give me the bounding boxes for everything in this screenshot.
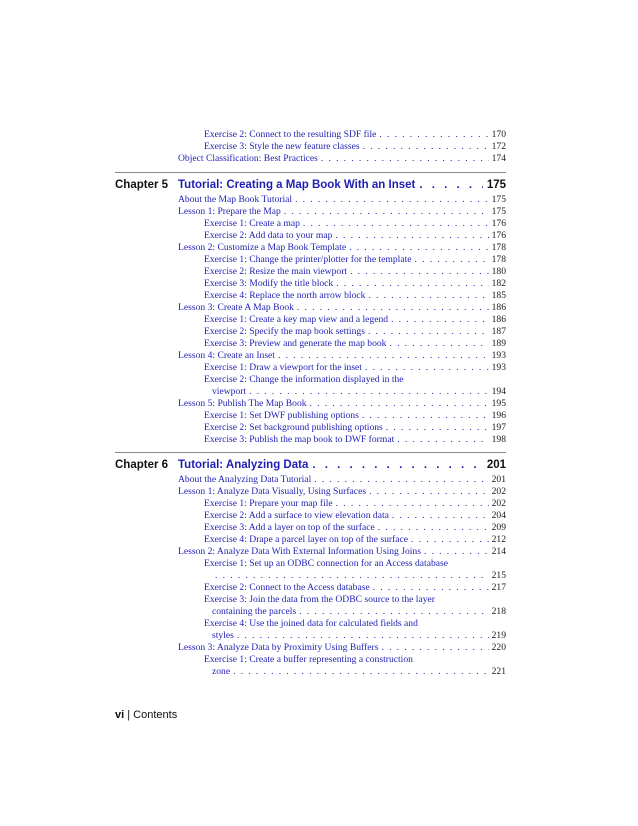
- toc-entry-text: Exercise 1: Set up an ODBC connection for an Access database: [204, 558, 449, 569]
- toc-entry-text: Exercise 2: Add data to your map: [204, 230, 333, 241]
- toc-entry[interactable]: [204, 522, 506, 534]
- chapter-title-link[interactable]: [178, 459, 506, 471]
- toc-entry-text: Exercise 1: Set DWF publishing options: [204, 410, 359, 421]
- toc-page-number: 176: [491, 230, 506, 241]
- toc-page-number: 214: [491, 546, 506, 557]
- toc-entry-text: About the Analyzing Data Tutorial: [178, 474, 312, 485]
- toc-entry[interactable]: [204, 374, 506, 386]
- toc-entry[interactable]: [178, 474, 506, 486]
- toc-entry[interactable]: [204, 326, 506, 338]
- leader-dots: [389, 338, 488, 350]
- toc-page-number: 182: [491, 278, 506, 289]
- leader-dots: [363, 141, 489, 153]
- toc-entry[interactable]: [204, 362, 506, 374]
- toc-entry[interactable]: [178, 398, 506, 410]
- toc-entry-text: About the Map Book Tutorial: [178, 194, 293, 205]
- toc-entry-text: Exercise 1: Create a buffer representing a construction: [204, 654, 413, 665]
- toc-entry[interactable]: [178, 546, 506, 558]
- toc-entry[interactable]: [204, 582, 506, 594]
- leader-dots: [297, 302, 489, 314]
- toc-entry-text: Exercise 2: Connect to the resulting SDF file: [204, 129, 377, 140]
- leader-dots: [411, 534, 489, 546]
- toc-entry-text: Exercise 2: Connect to the Access database: [204, 582, 370, 593]
- leader-dots: [365, 362, 489, 374]
- leader-dots: [368, 326, 489, 338]
- leader-dots: [249, 386, 489, 398]
- leader-dots: [391, 314, 489, 326]
- toc-entry[interactable]: [204, 129, 506, 141]
- toc-page-number: 180: [491, 266, 506, 277]
- toc-entry[interactable]: [204, 278, 506, 290]
- toc-entry-text: zone: [212, 666, 231, 677]
- toc-entry-text: viewport: [212, 386, 247, 397]
- toc-page-number: 221: [491, 666, 506, 677]
- leader-dots: [336, 278, 488, 290]
- toc-entry[interactable]: [178, 153, 506, 165]
- toc-entry-text: Exercise 3: Preview and generate the map book: [204, 338, 387, 349]
- toc-entry-continuation[interactable]: [212, 630, 506, 642]
- toc-entry[interactable]: [204, 254, 506, 266]
- leader-dots: [350, 266, 489, 278]
- toc-page-number: 186: [491, 314, 506, 325]
- toc-entry[interactable]: [204, 510, 506, 522]
- leader-dots: [378, 522, 489, 534]
- toc-entry[interactable]: [204, 314, 506, 326]
- toc-page-number: 189: [491, 338, 506, 349]
- toc-page-number: 185: [491, 290, 506, 301]
- toc-page-number: 219: [491, 630, 506, 641]
- toc-entry[interactable]: [204, 534, 506, 546]
- page-footer: [115, 709, 177, 721]
- leader-dots: [321, 153, 489, 165]
- toc-entry[interactable]: [204, 290, 506, 302]
- toc-entry-text: Exercise 3: Style the new feature classes: [204, 141, 360, 152]
- chapter-divider: [115, 452, 506, 453]
- chapter-divider: [115, 172, 506, 173]
- toc-page-number: 194: [491, 386, 506, 397]
- toc-page-number: 178: [491, 254, 506, 265]
- toc-entry[interactable]: [178, 302, 506, 314]
- toc-page-number: 175: [491, 194, 506, 205]
- toc-page-number: 195: [491, 398, 506, 409]
- toc-entry[interactable]: [204, 558, 506, 570]
- toc-entry[interactable]: [178, 350, 506, 362]
- toc-page-number: 202: [491, 486, 506, 497]
- chapter-title-text: Tutorial: Creating a Map Book With an Inset: [178, 179, 416, 191]
- leader-dots: [373, 582, 489, 594]
- toc-page-number: 218: [491, 606, 506, 617]
- toc-entry-text: Exercise 2: Resize the main viewport: [204, 266, 348, 277]
- toc-entry-text: Exercise 2: Change the information displayed in the: [204, 374, 404, 385]
- toc-entry-text: Exercise 3: Publish the map book to DWF format: [204, 434, 395, 445]
- chapter-title-link[interactable]: [178, 179, 506, 191]
- leader-dots: [312, 459, 482, 471]
- toc-entry-text: Exercise 4: Use the joined data for calculated fields and: [204, 618, 418, 629]
- chapter-page-number: 175: [486, 179, 506, 191]
- toc-entry[interactable]: [204, 218, 506, 230]
- leader-dots: [415, 254, 489, 266]
- toc-entry[interactable]: [178, 206, 506, 218]
- toc-entry[interactable]: [204, 422, 506, 434]
- leader-dots: [237, 630, 489, 642]
- toc-page-number: 174: [491, 153, 506, 164]
- toc-page-number: 212: [491, 534, 506, 545]
- toc-page-number: 178: [491, 242, 506, 253]
- toc-entry-text: Exercise 2: Set background publishing options: [204, 422, 383, 433]
- toc-page-number: 204: [491, 510, 506, 521]
- toc-page-number: 209: [491, 522, 506, 533]
- toc-entry[interactable]: [204, 618, 506, 630]
- toc-page-number: 220: [491, 642, 506, 653]
- leader-dots: [336, 498, 489, 510]
- toc-entry-text: Object Classification: Best Practices: [178, 153, 318, 164]
- toc-entry[interactable]: [204, 434, 506, 446]
- toc-entry-text: Lesson 4: Create an Inset: [178, 350, 275, 361]
- toc-entry-text: containing the parcels: [212, 606, 297, 617]
- toc-page-number: 215: [491, 570, 506, 581]
- toc-entry-continuation[interactable]: [212, 386, 506, 398]
- leader-dots: [369, 486, 489, 498]
- toc-entry[interactable]: [204, 230, 506, 242]
- toc-entry-continuation[interactable]: [212, 570, 506, 582]
- leader-dots: [278, 350, 489, 362]
- toc-entry-text: styles: [212, 630, 234, 641]
- leader-dots: [424, 546, 489, 558]
- toc-page-number: 186: [491, 302, 506, 313]
- toc-entry-text: Exercise 1: Create a key map view and a legend: [204, 314, 389, 325]
- toc-entry-text: Exercise 1: Create a map: [204, 218, 300, 229]
- chapter-page-number: 201: [486, 459, 506, 471]
- leader-dots: [419, 179, 482, 191]
- toc-entry-text: Exercise 4: Drape a parcel layer on top of the surface: [204, 534, 409, 545]
- toc-entry[interactable]: [204, 141, 506, 153]
- toc-entry-text: Lesson 2: Analyze Data With External Information Using Joins: [178, 546, 421, 557]
- leader-dots: [397, 434, 488, 446]
- leader-dots: [310, 398, 489, 410]
- toc-page-number: 217: [491, 582, 506, 593]
- toc-entry[interactable]: [178, 642, 506, 654]
- toc-entry[interactable]: [204, 654, 506, 666]
- toc-entry[interactable]: [204, 410, 506, 422]
- toc-entry[interactable]: [178, 194, 506, 206]
- leader-dots: [314, 474, 488, 486]
- toc-entry[interactable]: [204, 338, 506, 350]
- toc-entry-text: Exercise 2: Specify the map book settings: [204, 326, 365, 337]
- leader-dots: [215, 570, 489, 582]
- toc-entry-text: Exercise 1: Prepare your map file: [204, 498, 333, 509]
- toc-entry-continuation[interactable]: [212, 666, 506, 678]
- leader-dots: [233, 666, 488, 678]
- leader-dots: [379, 129, 488, 141]
- toc-page-number: 172: [491, 141, 506, 152]
- leader-dots: [303, 218, 489, 230]
- toc-entry[interactable]: [204, 594, 506, 606]
- toc-page-number: 193: [491, 362, 506, 373]
- leader-dots: [335, 230, 488, 242]
- toc-page-number: 193: [491, 350, 506, 361]
- leader-dots: [392, 510, 489, 522]
- leader-dots: [295, 194, 489, 206]
- toc-entry[interactable]: [178, 242, 506, 254]
- toc-entry-text: Exercise 1: Draw a viewport for the inset: [204, 362, 362, 373]
- leader-dots: [368, 290, 488, 302]
- toc-entry-text: Lesson 1: Prepare the Map: [178, 206, 281, 217]
- toc-entry-text: Exercise 2: Add a surface to view elevation data: [204, 510, 389, 521]
- leader-dots: [349, 242, 489, 254]
- toc-entry-text: Exercise 3: Modify the title block: [204, 278, 334, 289]
- toc-page-number: 202: [491, 498, 506, 509]
- chapter-label: Chapter 5: [115, 179, 169, 191]
- toc-page-number: 170: [491, 129, 506, 140]
- footer-separator: |: [127, 709, 131, 721]
- footer-page-numeral: vi: [115, 709, 125, 721]
- toc-entry-text: Lesson 2: Customize a Map Book Template: [178, 242, 347, 253]
- toc-page-number: 197: [491, 422, 506, 433]
- footer-section-name: Contents: [133, 709, 178, 721]
- leader-dots: [386, 422, 489, 434]
- chapter-title-text: Tutorial: Analyzing Data: [178, 459, 309, 471]
- toc-page-number: 176: [491, 218, 506, 229]
- toc-entry-text: Lesson 5: Publish The Map Book: [178, 398, 307, 409]
- toc-entry-continuation[interactable]: [212, 606, 506, 618]
- leader-dots: [284, 206, 489, 218]
- toc-entry-text: Lesson 3: Create A Map Book: [178, 302, 294, 313]
- toc-entry-text: Exercise 4: Replace the north arrow block: [204, 290, 366, 301]
- toc-page-number: 201: [491, 474, 506, 485]
- toc-entry-text: Exercise 3: Add a layer on top of the surface: [204, 522, 375, 533]
- leader-dots: [362, 410, 489, 422]
- toc-entry-text: Lesson 3: Analyze Data by Proximity Using Buffers: [178, 642, 379, 653]
- toc-page-number: 196: [491, 410, 506, 421]
- toc-entry-text: Exercise 1: Change the printer/plotter for the template: [204, 254, 412, 265]
- toc-entry[interactable]: [178, 486, 506, 498]
- toc-entry-text: Lesson 1: Analyze Data Visually, Using Surfaces: [178, 486, 367, 497]
- toc-entry[interactable]: [204, 498, 506, 510]
- chapter-label: Chapter 6: [115, 459, 169, 471]
- toc-entry[interactable]: [204, 266, 506, 278]
- toc-page-number: 175: [491, 206, 506, 217]
- leader-dots: [381, 642, 488, 654]
- toc-entry-text: Exercise 3: Join the data from the ODBC source to the layer: [204, 594, 435, 605]
- toc-page-number: 198: [491, 434, 506, 445]
- leader-dots: [299, 606, 488, 618]
- toc-page-number: 187: [491, 326, 506, 337]
